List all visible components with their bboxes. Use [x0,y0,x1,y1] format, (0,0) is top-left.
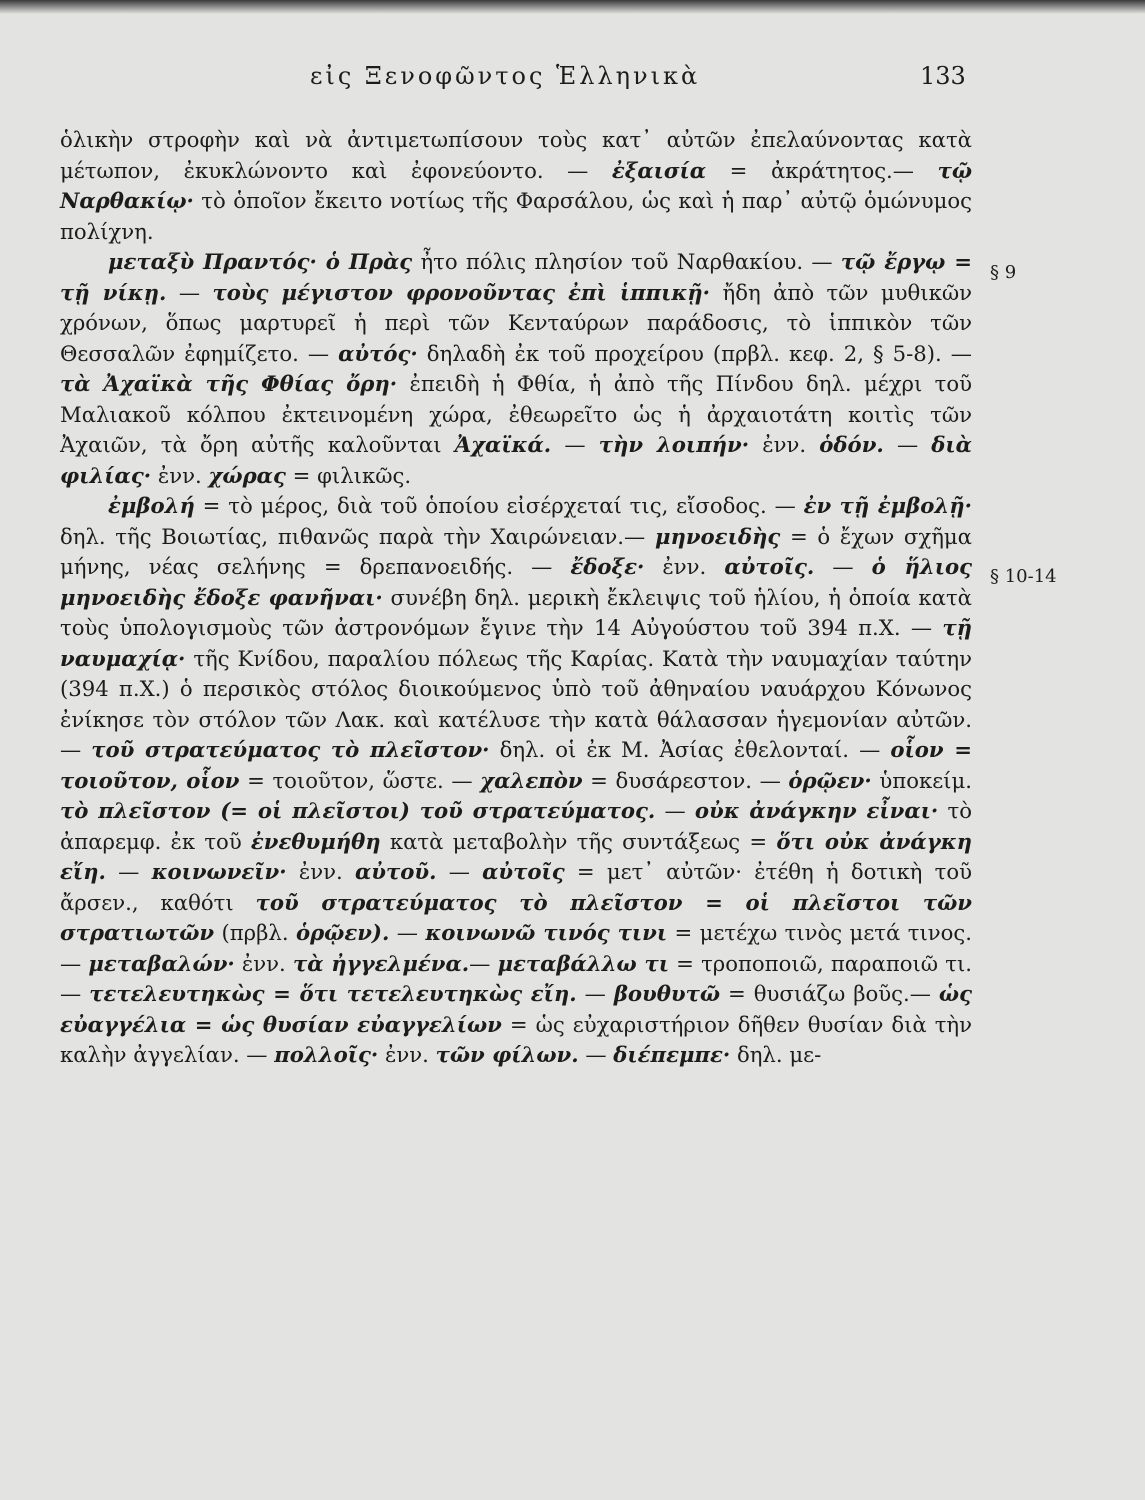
lemma-term: κοινωνεῖν· [151,859,287,884]
paragraph [60,491,972,1071]
lemma-term: τῶν φίλων. [435,1042,579,1067]
commentary-span: (πρβλ. [214,920,296,945]
lemma-term: μεταβαλών· [88,950,235,976]
commentary-span: ἐνν. [234,950,293,976]
lemma-term: πολλοῖς· [274,1042,379,1067]
commentary-span: ἐνν. [378,1042,436,1067]
paragraph [60,125,972,247]
commentary-span: ἐνν. [749,432,820,457]
lemma-term: τὰ ἠγγελμένα. [292,950,470,976]
lemma-term: ἐν τῇ ἐμβολῇ· [803,493,972,518]
commentary-span: = φιλικῶς. [285,462,412,488]
lemma-term: αὐτός· [338,340,418,366]
commentary-span: ἐνν. [286,859,355,884]
commentary-span: = θυσιάζω βοῦς.— [720,981,939,1006]
lemma-term: ὡς εὐαγγέλια = ὡς θυσίαν εὐαγγελίων [60,981,972,1037]
lemma-term: διέπεμπε· [613,1042,731,1067]
lemma-term: ὁ ἥλιος μηνοειδὴς ἔδοξε φανῆναι· [60,554,972,610]
lemma-term: χώρας [208,462,286,488]
lemma-term: τοῦ στρατεύματος τὸ πλεῖστον· [91,737,490,762]
commentary-span: = ὁ ἔχων σχῆμα μήνης, νέας σελήνης = δρεπανοειδής. — [60,523,972,579]
lemma-term: τῇ ναυμαχίᾳ· [60,615,972,671]
lemma-term: αὐτοῖς [482,859,565,884]
lemma-term: ἐμβολή [108,493,195,518]
lemma-term: ὁδόν. [819,432,884,457]
commentary-span: ἦτο πόλις πλησίον τοῦ Ναρθακίου. — [412,249,841,274]
commentary-span: = τοιοῦτον, ὥστε. — [239,767,481,793]
section-marker-9: § 9 [990,262,1017,283]
commentary-span: — [436,859,483,884]
commentary-span: = τὸ μέρος, διὰ τοῦ ὁποίου εἰσέρχεταί τις, εἴσοδος. — [194,493,804,518]
lemma-term: ὅτι οὐκ ἀνάγκη εἴη. [60,828,972,884]
commentary-span: = δυσάρεστον. — [582,767,789,793]
commentary-span: — [883,432,932,457]
commentary-span: ἐνν. [151,462,209,488]
commentary-span: — [389,920,426,945]
lemma-term: Ἀχαϊκά. [454,432,552,457]
lemma-term: τῷ Ναρθακίῳ· [60,157,972,213]
lemma-term: μηνοειδὴς [654,523,781,549]
commentary-span: τὸ ὁποῖον ἔκειτο νοτίως τῆς Φαρσάλου, ὡς καὶ ἡ παρ᾽ αὐτῷ ὁμώνυμος πολίχνη. [60,188,972,244]
commentary-span: δηλ. τῆς Βοιωτίας, πιθανῶς παρὰ τὴν Χαιρώνειαν.— [60,523,655,549]
commentary-text [60,125,972,1071]
lemma-term: ἔδοξε· [570,554,645,579]
section-marker-10-14: § 10-14 [990,566,1057,587]
lemma-term: ὁρῷεν). [295,920,390,945]
paragraph [60,247,972,491]
lemma-term: βουθυτῶ [613,981,721,1006]
commentary-span: τῆς Κνίδου, παραλίου πόλεως τῆς Καρίας. Κατὰ τὴν ναυμαχίαν ταύτην (394 π.Χ.) ὁ περσικὸς στόλος διοικούμενος ὑπὸ τοῦ ἀθηναίου ναυάρχου Κόνωνος ἐνίκησε τὸν στόλον τῶν Λακ. καὶ κατέλυσε τὴν κατὰ θάλασσαν ἡγεμονίαν αὐτῶν. — [60,645,972,762]
commentary-span: κατὰ μεταβολὴν τῆς συντάξεως = [380,828,777,854]
running-title: εἰς Ξενοφῶντος Ἑλληνικὰ [310,62,701,90]
commentary-span: δηλαδὴ ἐκ τοῦ προχείρου (πρβλ. κεφ. 2, § 5-8). — [417,340,972,366]
lemma-term: μεταβάλλω τι [497,950,670,976]
commentary-span: = ὡς εὐχαριστήριον δῆθεν θυσίαν διὰ τὴν καλὴν ἀγγελίαν. — [60,1011,972,1067]
commentary-span: — [469,950,498,976]
lemma-term: τὸ πλεῖστον (= οἱ πλεῖστοι) τοῦ στρατεύματος. [60,798,656,823]
commentary-span: δηλ. οἱ ἐκ Μ. Ἀσίας ἐθελονταί. — [489,737,891,762]
commentary-span: δηλ. με- [730,1042,822,1067]
lemma-term: τετελευτηκὼς = ὅτι τετελευτηκὼς εἴη. [89,981,577,1006]
commentary-span: — [814,554,872,579]
commentary-span: ἐπειδὴ ἡ Φθία, ἡ ἀπὸ τῆς Πίνδου δηλ. μέχρι τοῦ Μαλιακοῦ κόλπου ἐκτεινομένη χώρα, ἐθεωρεῖτο ὡς ἡ ἀρχαιοτάτη κοιτὶς τῶν Ἀχαιῶν, τὰ ὄρη αὐτῆς καλοῦνται [60,371,972,457]
lemma-term: τὴν λοιπήν· [598,432,750,457]
commentary-span: = μετ᾽ αὐτῶν· ἐτέθη ἡ δοτικὴ τοῦ ἄρσεν., καθότι [60,859,972,915]
page-edge-shadow [0,0,1145,14]
commentary-span: — [551,432,599,457]
commentary-span: = τροποποιῶ, παραποιῶ τι. — [60,950,972,1006]
commentary-span: συνέβη δηλ. μερικὴ ἔκλειψις τοῦ ἡλίου, ἡ ὁποία κατὰ τοὺς ὑπολογισμοὺς τῶν ἀστρονόμων ἔγινε τὴν 14 Αὐγούστου τοῦ 394 π.Χ. — [60,584,972,640]
page-number: 133 [920,62,966,90]
lemma-term: οἷον = τοιοῦτον, οἷον [60,737,972,793]
lemma-term: ἐξαισία [611,157,707,183]
commentary-span: ὁλικὴν στροφὴν καὶ νὰ ἀντιμετωπίσουν τοὺς κατ᾽ αὐτῶν ἐπελαύνοντας κατὰ μέτωπον, ἐκυκλώνοντο καὶ ἐφονεύοντο. — [60,127,972,183]
lemma-term: τοὺς μέγιστον φρονοῦντας ἐπὶ ἱππικῇ· [212,279,711,305]
lemma-term: διὰ φιλίας· [60,432,972,488]
lemma-term: αὐτοῦ. [354,859,437,884]
lemma-term: οὐκ ἀνάγκην εἶναι· [694,798,939,823]
lemma-term: μεταξὺ Πραντός· ὁ Πρὰς [108,249,413,274]
commentary-span: ἐνν. [644,554,725,579]
commentary-span: — [655,798,695,823]
commentary-span: = ἀκράτητος.— [706,157,938,183]
commentary-span: — [576,981,614,1006]
lemma-term: ὁρῷεν· [788,767,872,793]
commentary-span: — [166,279,213,305]
commentary-span: — [105,859,152,884]
lemma-term: αὐτοῖς. [724,554,815,579]
commentary-span: ὑποκείμ. [871,767,972,793]
commentary-span: — [578,1042,614,1067]
lemma-term: τῷ ἔργῳ = τῇ νίκῃ. [60,249,972,305]
commentary-span: ἤδη ἀπὸ τῶν μυθικῶν χρόνων, ὅπως μαρτυρεῖ ἡ περὶ τῶν Κενταύρων παράδοσις, τὸ ἱππικὸν τῶν Θεσσαλῶν ἐφημίζετο. — [60,279,972,366]
lemma-term: κοινωνῶ τινός τινι [425,920,668,945]
commentary-span: = μετέχω τινὸς μετά τινος. — [60,920,972,976]
lemma-term: ἐνεθυμήθη [250,828,381,854]
lemma-term: τοῦ στρατεύματος τὸ πλεῖστον = οἱ πλεῖστοι τῶν στρατιωτῶν [60,889,972,945]
commentary-span: τὸ ἀπαρεμφ. ἐκ τοῦ [60,798,972,854]
lemma-term: χαλεπὸν [480,767,583,793]
lemma-term: τὰ Ἀχαϊκὰ τῆς Φθίας ὄρη· [60,371,398,396]
